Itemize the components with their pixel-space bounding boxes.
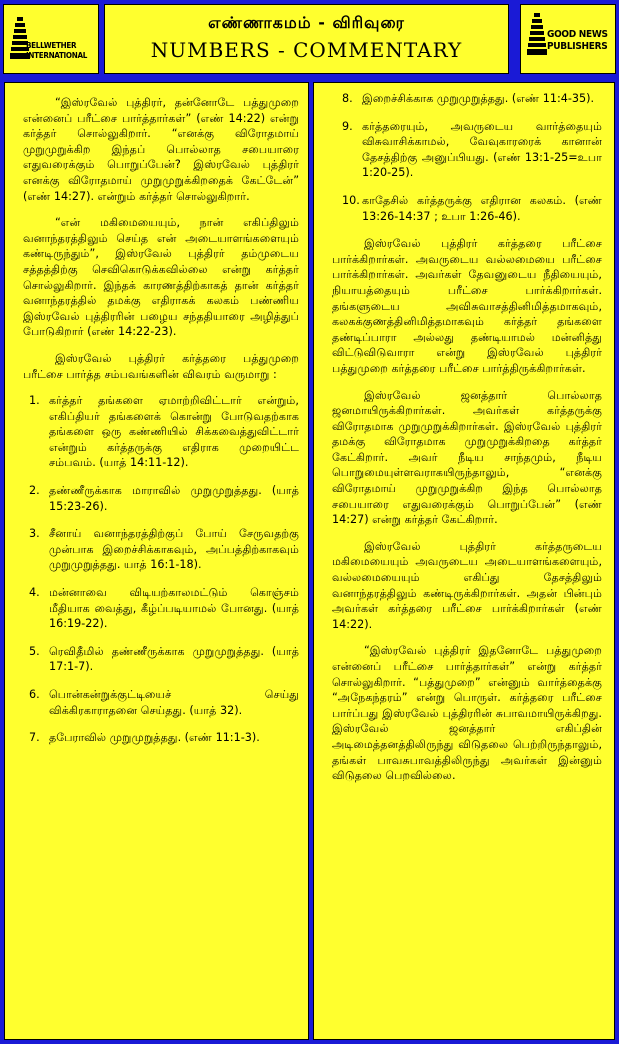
list-item-text: சீனாய் வனாந்தரத்திற்குப் போய் சேருவதற்கு முன்பாக இறைச்சிக்காகவும், அப்பத்திற்காகவும் முறுமுறுத்தது. யாத் 16:1-18). <box>49 527 299 572</box>
right-paragraph-4: “இஸ்ரவேல் புத்திரர் இதனோடே பத்துமுறை என்னைப் பரீட்சை பார்த்தார்கள்” என்று கர்த்தர் சொல்லுகிறார். “பத்துமுறை” என்னும் வார்த்தைக்கு “அநேகந்தரம்” என்று பொருள். கர்த்தரை பரீட்சை பார்ப்பது இஸ்ரவேல் புத்திரரின் சுபாவமாயிருக்கிறது. இஸ்ரவேல் ஜனத்தார் எகிப்தின் அடிமைத்தனத்திலிருந்து விடுதலை பெற்றிருந்தாலும், தங்கள் பாவசுபாவத்திலிருந்து அவர்கள் இன்னும் விடுதலை பெறவில்லை. <box>332 644 602 783</box>
list-item <box>23 644 299 675</box>
good-news-logo <box>520 4 616 74</box>
bellwether-logo-text: BELLWETHER INTERNATIONAL <box>26 41 88 60</box>
list-item <box>23 730 299 746</box>
header <box>0 0 619 78</box>
list-item-text: பொன்கன்றுக்குட்டியைச் செய்து விக்கிரகாராதனை செய்தது. (யாத் 32). <box>49 688 299 717</box>
title-box <box>104 4 509 74</box>
list-number: 10. <box>342 193 360 207</box>
list-number: 9. <box>342 119 353 133</box>
list-number: 8. <box>342 92 353 105</box>
list-item-text: மன்னாவை விடியற்காலமட்டும் கொஞ்சம் மீதியாக வைத்து, கீழ்ப்படியாமல் போனது. (யாத் 16:19-22). <box>49 586 299 631</box>
right-paragraph-1: இஸ்ரவேல் புத்திரர் கர்த்தரை பரீட்சை பார்க்கிறார்கள். அவருடைய வல்லமையை பரீட்சை பார்க்கிறார்கள். அவர்கள் தேவனுடைய நீதியையும், நியாயத்தையும் பரீட்சை பார்க்கிறார்கள். தங்களுடைய அவிசுவாசத்தினிமித்தமாகவும், கலகக்குணத்தினிமித்தமாகவும் கர்த்தர் தங்களை தண்டிப்பாரா அல்லது தண்டியாமல் மன்னித்து விட்டுவிடுவாரா என்று இஸ்ரவேல் புத்திரர் பத்துமுறை கர்த்தரை பரீட்சை பார்த்திருக்கிறார்கள். <box>332 237 602 375</box>
list-item-text: தபேராவில் முறுமுறுத்தது. (எண் 11:1-3). <box>49 731 260 745</box>
list-item <box>23 526 299 573</box>
right-paragraph-2: இஸ்ரவேல் ஜனத்தார் பொல்லாத ஜனமாயிருக்கிறார்கள். அவர்கள் கர்த்தருக்கு விரோதமாக முறுமுறுக்கிறார்கள். இஸ்ரவேல் புத்திரர் தமக்கு விரோதமாக முறுமுறுக்கிறதை கர்த்தர் கேட்கிறார். அவர் நீடிய சாந்தமும், நீடிய பொறுமையுள்ளவராகயிருந்தாலும், “எனக்கு விரோதமாய் முறுமுறுக்கிற இந்த பொல்லாத சபையாரை எதுவரைக்கும் பொறுப்பேன்” (எண் 14:27) என்று கர்த்தர் கேட்கிறார். <box>332 388 602 527</box>
left-paragraph-2: “என் மகிமையையும், நான் எகிப்திலும் வனாந்தரத்திலும் செய்த என் அடையாளங்களையும் கண்டிருந்தும்”, இஸ்ரவேல் புத்திரர் தம்முடைய சத்தத்திற்கு செவிகொடுக்கவில்லை என்று கர்த்தர் சொல்லுகிறார். இந்தக் காரணத்திற்காகத் தான் கர்த்தர் வனாந்தரத்தில் தமக்கு எதிராகக் கலகம் பண்ணிய இஸ்ரவேல் புத்திரரின் பழைய சந்ததியாரை அழித்துப் போடுகிறார் (எண் 14:22-23). <box>23 216 299 339</box>
good-news-logo-text: GOOD NEWS PUBLISHERS <box>547 29 608 52</box>
list-item-text: இறைச்சிக்காக முறுமுறுத்தது. (எண் 11:4-35). <box>362 92 595 105</box>
left-column <box>4 82 309 1040</box>
list-number: 2. <box>29 484 40 498</box>
list-item-text: கர்த்தரையும், அவருடைய வார்த்தையும் விசுவாசிக்காமல், வேவுகாரரைக் கானான் தேசத்திற்கு அனுப்பியது. (எண் 13:1-25=உபா 1:20-25). <box>362 119 602 180</box>
left-paragraph-3: இஸ்ரவேல் புத்திரர் கர்த்தரை பத்துமுறை பரீட்சை பார்த்த சம்பவங்களின் விவரம் வருமாறு : <box>23 351 299 381</box>
list-item-text: ரெவிதீமில் தண்ணீருக்காக முறுமுறுத்தது. (யாத் 17:1-7). <box>49 644 299 674</box>
list-number: 6. <box>29 688 40 701</box>
list-number: 3. <box>29 527 40 541</box>
page-title-english: NUMBERS - COMMENTARY <box>150 38 463 62</box>
list-item <box>23 687 299 718</box>
list-item <box>23 483 299 514</box>
list-item <box>332 193 602 224</box>
incident-list-right <box>332 91 602 224</box>
list-number: 7. <box>29 731 40 745</box>
list-number: 1. <box>29 394 40 408</box>
good-news-logo-icon <box>527 11 547 57</box>
list-item <box>23 393 299 471</box>
list-number: 4. <box>29 586 40 600</box>
right-paragraph-3: இஸ்ரவேல் புத்திரர் கர்த்தருடைய மகிமையையும் அவருடைய அடையாளங்களையும், வல்லமையையும் எகிப்து தேசத்திலும் வனாந்தரத்திலும் கண்டிருக்கிறார்கள். அதன் பின்பும் அவர்கள் கர்த்தரை பரீட்சை பார்க்கிறார்கள் (எண் 14:22). <box>332 539 602 631</box>
bellwether-logo <box>3 4 99 74</box>
list-item-text: தண்ணீருக்காக மாராவில் முறுமுறுத்தது. (யாத் 15:23-26). <box>49 484 299 513</box>
list-number: 5. <box>29 644 40 658</box>
incident-list-left <box>23 393 299 746</box>
list-item <box>332 119 602 181</box>
left-paragraph-1: “இஸ்ரவேல் புத்திரர், தன்னோடே பத்துமுறை என்னைப் பரீட்சை பார்த்தார்கள்” (எண் 14:22) என்று கர்த்தர் சொல்லுகிறார். “எனக்கு விரோதமாய் முறுமுறுக்கிற இந்தப் பொல்லாத சபையாரை எதுவரைக்கும் பொறுப்பேன்? இஸ்ரவேல் புத்திரர் எனக்கு விரோதமாய் முறுமுறுக்கிறதைக் கேட்டேன்” (எண் 14:27). என்றும் கர்த்தர் சொல்லுகிறார். <box>23 96 299 203</box>
page-title-tamil: எண்ணாகமம் - விரிவுரை <box>208 13 405 32</box>
list-item-text: கர்த்தர் தங்களை ஏமாற்றிவிட்டார் என்றும், எகிப்தியர் தங்களைக் கொன்று போடுவதற்காக தங்களை ஒரு கண்ணியில் சிக்கவைத்துவிட்டார் என்றும் கர்த்தருக்கு எதிராக முறையிட்ட சம்பவம். (யாத் 14:11-12). <box>49 394 299 470</box>
list-item <box>23 585 299 632</box>
list-item-text: காதேசில் கர்த்தருக்கு எதிரான கலகம். (எண் 13:26-14:37 ; உபா 1:26-46). <box>362 193 602 223</box>
list-item <box>332 91 602 107</box>
right-column <box>313 82 615 1040</box>
